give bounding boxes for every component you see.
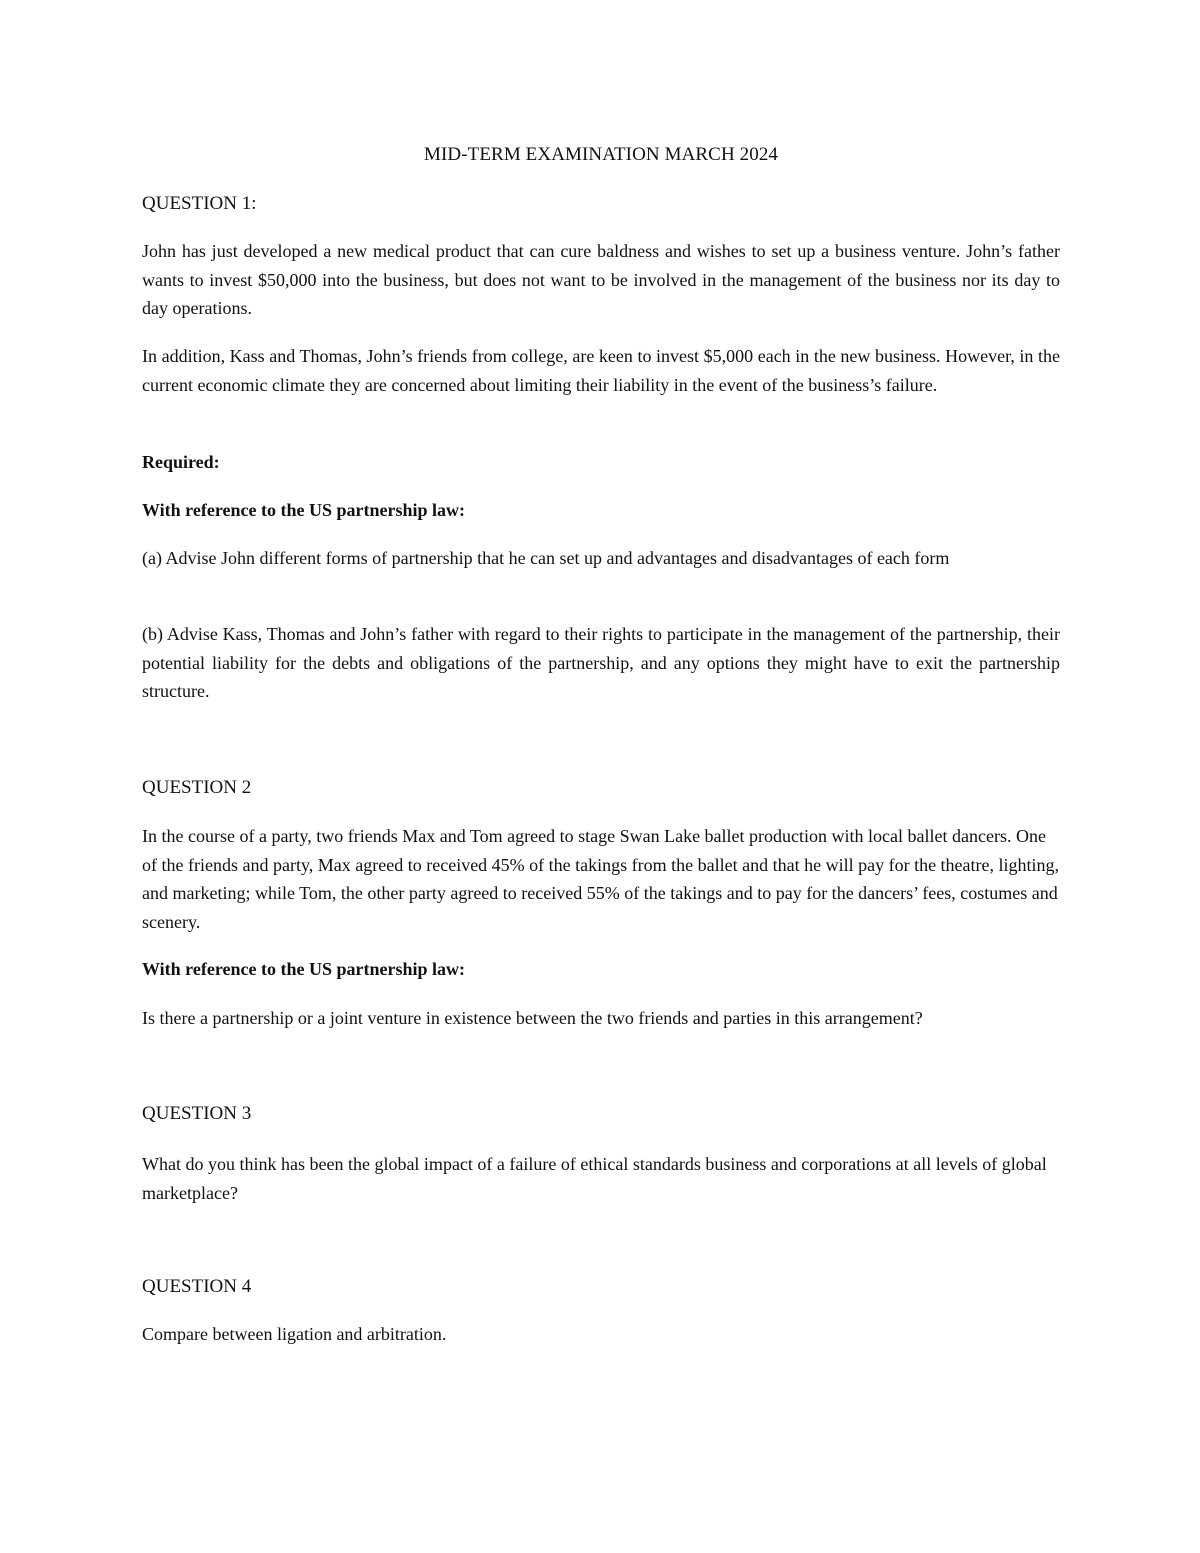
question-2-heading: QUESTION 2 xyxy=(142,777,252,798)
question-3-paragraph: What do you think has been the global impact of a failure of ethical standards business and corporations at all levels of global marketplace? xyxy=(142,1154,1047,1203)
question-1-required-label: Required: xyxy=(142,452,220,472)
question-2-paragraph: In the course of a party, two friends Max and Tom agreed to stage Swan Lake ballet production with local ballet dancers. One of the friends and party, Max agreed to received 45% of the takings from the ballet and that he will pay for the theatre, lighting, and marketing; while Tom, the other party agreed to received 55% of the takings and to pay for the dancers’ fees, costumes and scenery. xyxy=(142,826,1060,932)
question-3-heading: QUESTION 3 xyxy=(142,1103,252,1124)
question-2-reference-label: With reference to the US partnership law: xyxy=(142,959,465,979)
question-4-paragraph: Compare between ligation and arbitration. xyxy=(142,1324,447,1344)
question-4-heading: QUESTION 4 xyxy=(142,1276,252,1297)
question-1-paragraph-1: John has just developed a new medical product that can cure baldness and wishes to set up a business venture. John’s father wants to invest $50,000 into the business, but does not want to be involved in the management of the business nor its day to day operations. xyxy=(142,241,1060,318)
question-1-reference-label: With reference to the US partnership law: xyxy=(142,500,465,520)
question-2-question: Is there a partnership or a joint venture in existence between the two friends and parties in this arrangement? xyxy=(142,1008,923,1028)
question-1-part-a: (a) Advise John different forms of partnership that he can set up and advantages and disadvantages of each form xyxy=(142,548,950,568)
question-1-heading: QUESTION 1: xyxy=(142,193,257,214)
exam-title: MID-TERM EXAMINATION MARCH 2024 xyxy=(423,144,779,165)
question-1-paragraph-2: In addition, Kass and Thomas, John’s friends from college, are keen to invest $5,000 each in the new business. However, in the current economic climate they are concerned about limiting their liability in the event of the business’s failure. xyxy=(142,346,1060,395)
question-1-part-b: (b) Advise Kass, Thomas and John’s father with regard to their rights to participate in the management of the partnership, their potential liability for the debts and obligations of the partnership, and any options they might have to exit the partnership structure. xyxy=(142,624,1060,701)
